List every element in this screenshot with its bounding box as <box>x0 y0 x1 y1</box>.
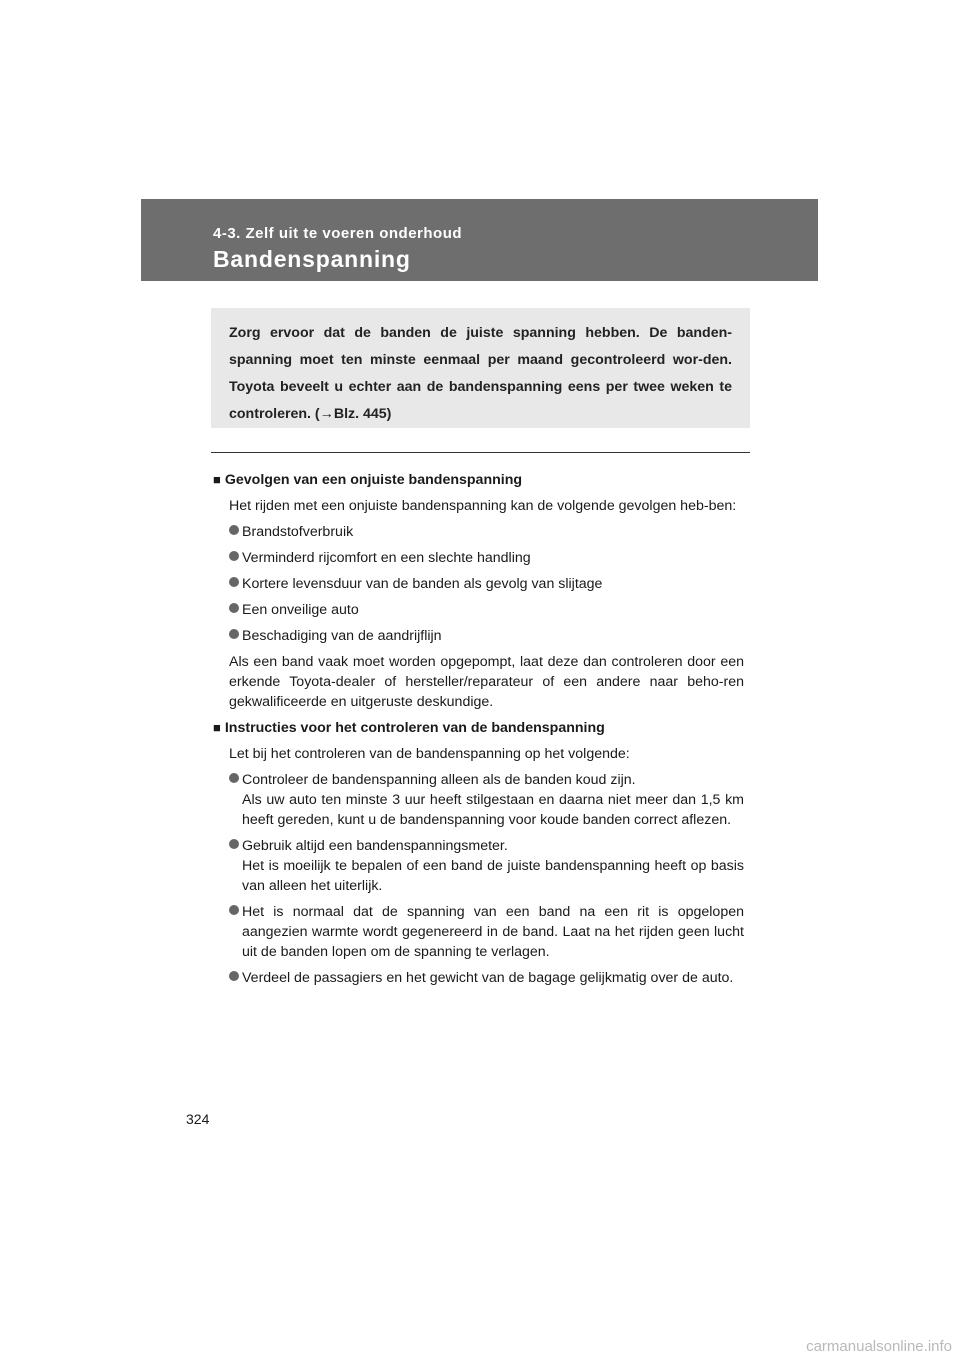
section-intro: Het rijden met een onjuiste bandenspanning kan de volgende gevolgen heb-ben: <box>229 498 737 514</box>
bullet-dot-icon <box>229 525 239 535</box>
bullet-dot-icon <box>229 551 239 561</box>
bullet-dot-icon <box>229 971 239 981</box>
bullet-dot-icon <box>229 629 239 639</box>
section-outro: Als een band vaak moet worden opgepompt, laat deze dan controleren door een erkende Toyota-dealer of hersteller/reparateur of een andere naar beho-ren gekwalificeerde en uitgeruste deskundige. <box>229 654 744 710</box>
section-heading: ■ Instructies voor het controleren van de bandenspanning <box>213 720 605 736</box>
bullet-list <box>229 770 744 988</box>
list-item: Beschadiging van de aandrijflijn <box>229 626 744 646</box>
page-title: Bandenspanning <box>213 246 411 272</box>
list-item: Kortere levensduur van de banden als gevolg van slijtage <box>229 574 744 594</box>
list-item: Verminderd rijcomfort en een slechte handling <box>229 548 744 568</box>
intro-box <box>211 308 750 428</box>
section-intro: Let bij het controleren van de bandenspanning op het volgende: <box>229 746 630 762</box>
chapter-header <box>141 199 818 281</box>
bullet-dot-icon <box>229 839 239 849</box>
watermark: carmanualsonline.info <box>806 1338 952 1355</box>
bullet-list <box>229 522 744 646</box>
list-item: Brandstofverbruik <box>229 522 744 542</box>
page-number: 324 <box>186 1111 210 1127</box>
divider <box>211 452 750 453</box>
square-bullet-icon: ■ <box>213 720 221 735</box>
list-item: Verdeel de passagiers en het gewicht van de bagage gelijkmatig over de auto. <box>229 968 744 988</box>
list-item: Controleer de bandenspanning alleen als de banden koud zijn. Als uw auto ten minste 3 uur heeft stilgestaan en daarna niet meer dan 1,5 km heeft gereden, kunt u de bandenspanning voor koude banden correct aflezen. <box>229 770 744 830</box>
square-bullet-icon: ■ <box>213 472 221 487</box>
section-label: 4-3. Zelf uit te voeren onderhoud <box>213 225 463 242</box>
list-item: Een onveilige auto <box>229 600 744 620</box>
intro-text: Zorg ervoor dat de banden de juiste spanning hebben. De banden-spanning moet ten minste eenmaal per maand gecontroleerd wor-den. Toyota beveelt u echter aan de bandenspanning eens per twee weken te controleren. (→Blz. 445) <box>229 325 732 422</box>
list-item: Gebruik altijd een bandenspanningsmeter. Het is moeilijk te bepalen of een band de juiste bandenspanning heeft op basis van alleen het uiterlijk. <box>229 836 744 896</box>
section-heading: ■ Gevolgen van een onjuiste bandenspanning <box>213 472 523 488</box>
content <box>213 470 744 994</box>
list-item: Het is normaal dat de spanning van een band na een rit is opgelopen aangezien warmte wordt gegenereerd in de band. Laat na het rijden geen lucht uit de banden lopen om de spanning te verlagen. <box>229 902 744 962</box>
bullet-dot-icon <box>229 905 239 915</box>
bullet-dot-icon <box>229 773 239 783</box>
bullet-dot-icon <box>229 603 239 613</box>
bullet-dot-icon <box>229 577 239 587</box>
